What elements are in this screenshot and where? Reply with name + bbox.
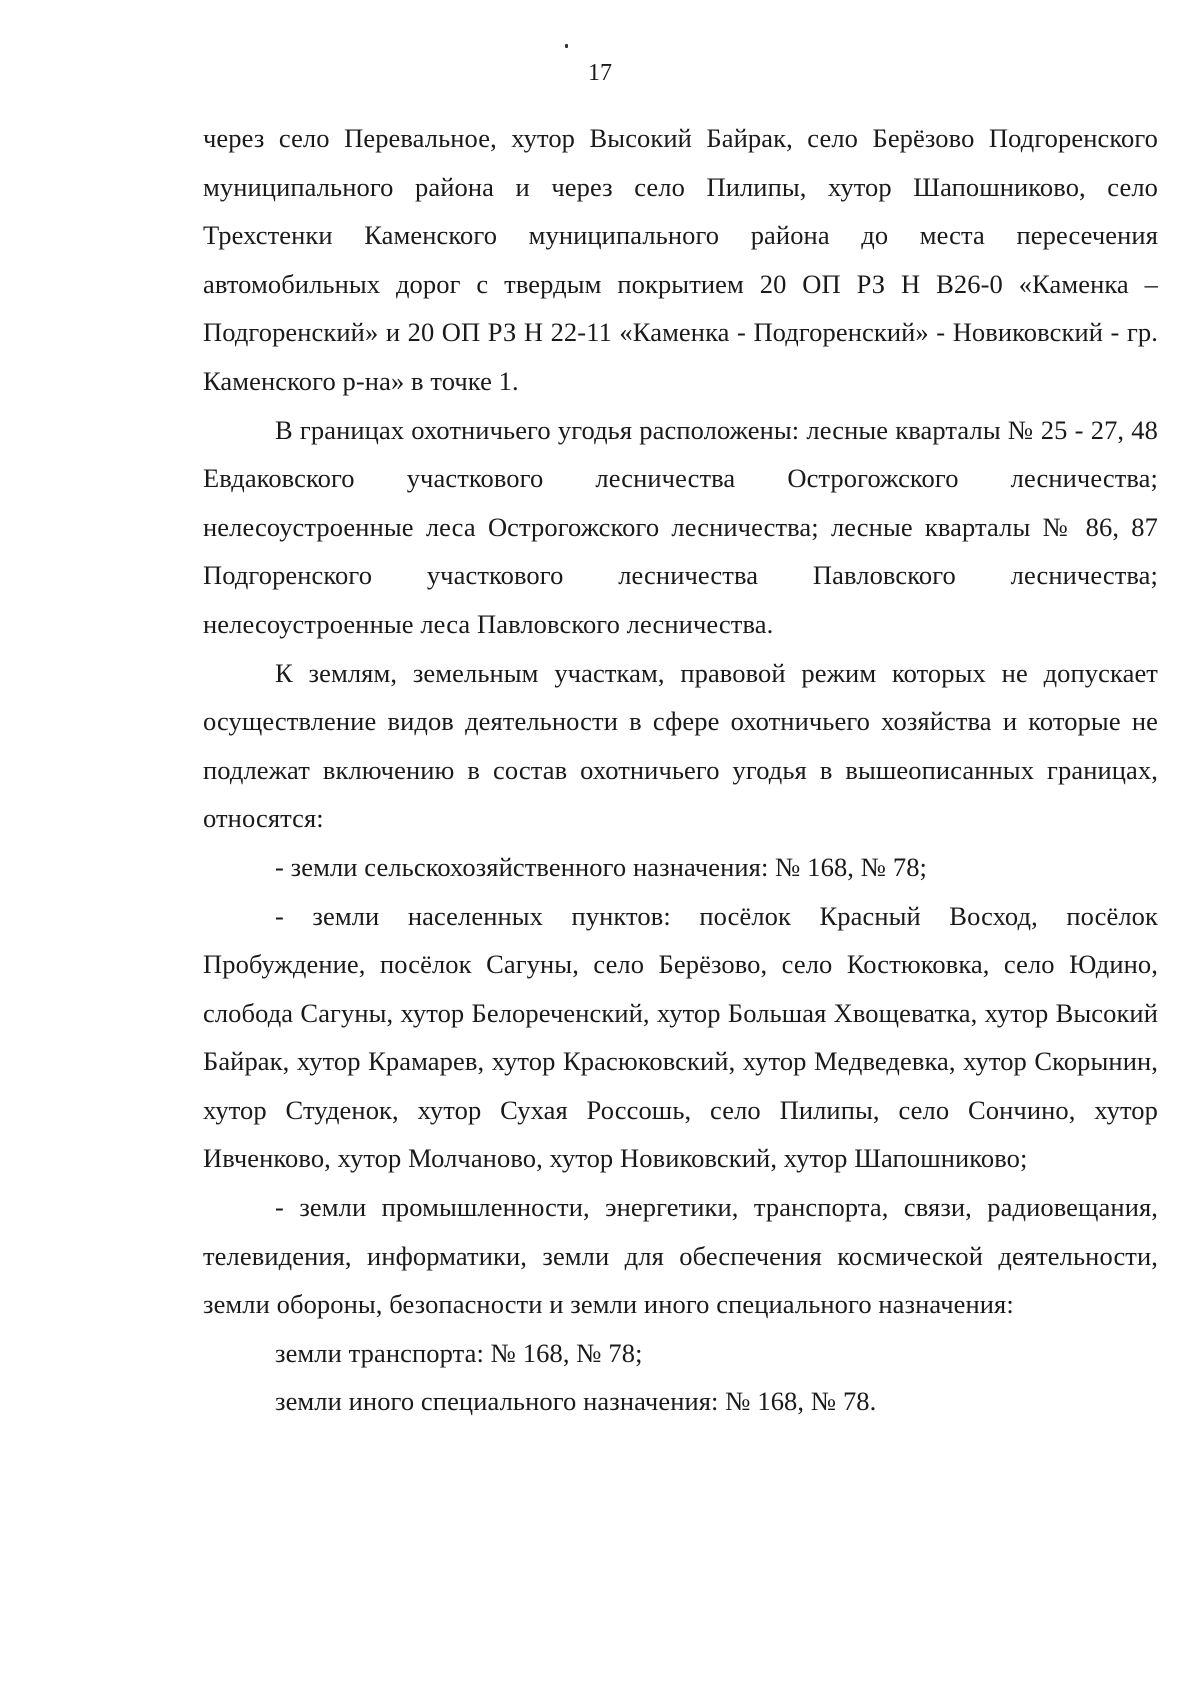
paragraph-transport-lands: земли транспорта: № 168, № 78; <box>275 1337 643 1368</box>
scan-artifact-dot <box>565 44 568 48</box>
paragraph-continuation: через село Перевальное, хутор Высокий Байрак, село Берёзово Подгоренского муниципального района и через село Пилипы, хутор Шапошниково, село Трехстенки Каменского муниципального района до места пересечения автомобильных дорог с твердым покрытием 20 ОП РЗ Н В26-0 «Каменка – Подгоренский» и 20 ОП РЗ Н 22-11 «Каменка - Подгоренский» - Новиковский - гр. Каменского р-на» в точке 1. <box>203 123 1158 396</box>
paragraph-excluded-lands-intro: К землям, земельным участкам, правовой режим которых не допускает осуществление видов деятельности в сфере охотничьего хозяйства и которые не подлежат включению в состав охотничьего угодья в вышеописанных границах, относятся: <box>203 657 1158 834</box>
paragraph-industrial-lands: - земли промышленности, энергетики, транспорта, связи, радиовещания, телевидения, информатики, земли для обеспечения космической деятельности, земли обороны, безопасности и земли иного специального назначения: <box>203 1192 1158 1320</box>
paragraph-agricultural-lands: - земли сельскохозяйственного назначения: № 168, № 78; <box>275 851 928 882</box>
document-body <box>203 114 1158 1426</box>
paragraph-settlement-lands: - земли населенных пунктов: посёлок Красный Восход, посёлок Пробуждение, посёлок Сагуны, село Берёзово, село Костюковка, село Юдино, слобода Сагуны, хутор Белореченский, хутор Большая Хвощеватка, хутор Высокий Байрак, хутор Крамарев, хутор Красюковский, хутор Медведевка, хутор Скорынин, хутор Студенок, хутор Сухая Россошь, село Пилипы, село Сончино, хутор Ивченково, хутор Молчаново, хутор Новиковский, хутор Шапошниково; <box>203 900 1158 1174</box>
page-number: 17 <box>588 60 612 86</box>
paragraph-forest-quarters: В границах охотничьего угодья расположены: лесные кварталы № 25 - 27, 48 Евдаковского участкового лесничества Острогожского лесничества; нелесоустроенные леса Острогожского лесничества; лесные кварталы № 86, 87 Подгоренского участкового лесничества Павловского лесничества; нелесоустроенные леса Павловского лесничества. <box>203 414 1158 639</box>
paragraph-special-purpose-lands: земли иного специального назначения: № 168, № 78. <box>275 1386 877 1417</box>
